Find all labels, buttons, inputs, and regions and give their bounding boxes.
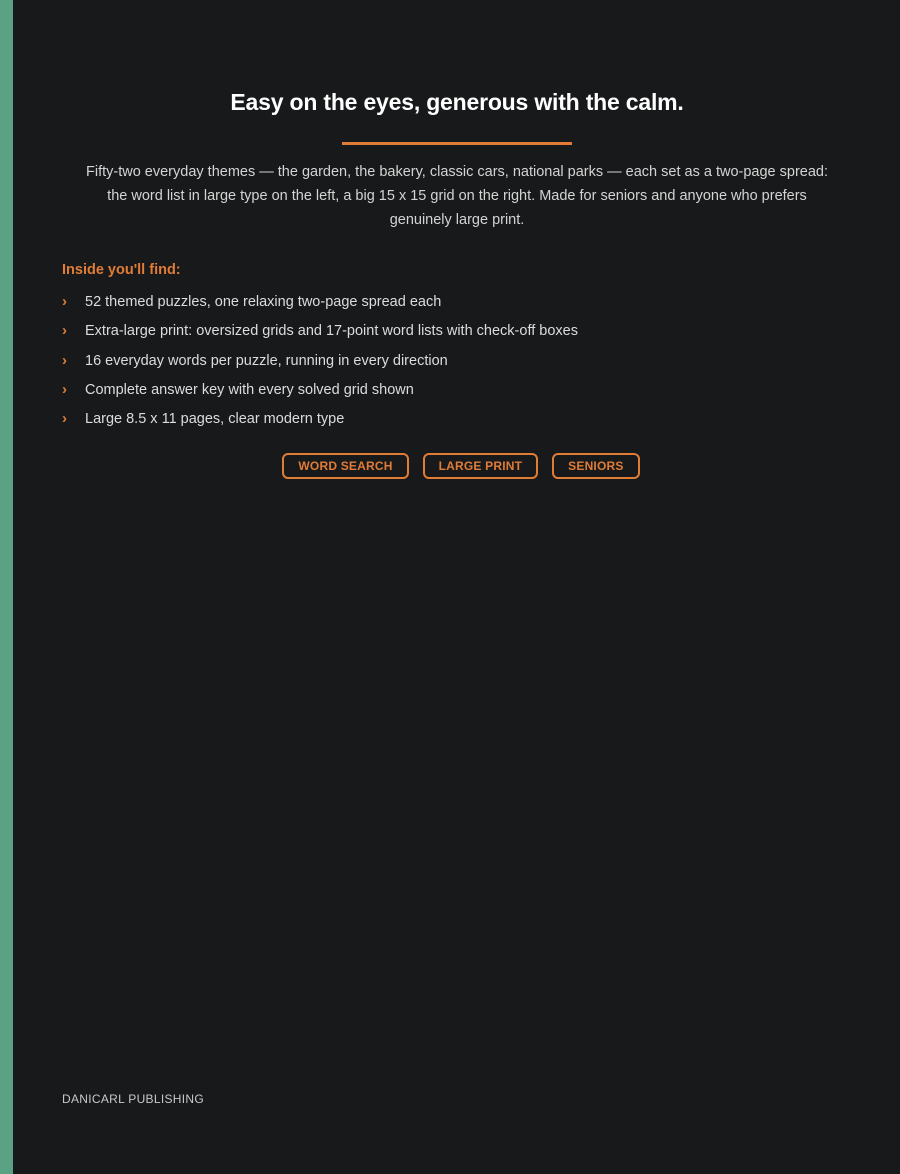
feature-item [62,349,578,378]
cover-spine-stripe [0,0,13,1174]
headline: Easy on the eyes, generous with the calm. [230,89,684,115]
tag-row [62,453,852,479]
chevron-right-icon: › [62,380,67,398]
intro-line-3: genuinely large print. [389,212,525,228]
tag-large-print: LARGE PRINT [423,453,539,479]
intro-line-2: the word list in large type on the left, a big 15 x 15 grid on the right. Made for seniors and anyone who prefers [107,188,807,204]
feature-item [62,290,578,319]
intro-line-1: Fifty-two everyday themes — the garden, the bakery, classic cars, national parks — each set as a two-page spread: [86,164,828,180]
feature-item [62,378,578,407]
feature-text: 52 themed puzzles, one relaxing two-page spread each [85,294,442,310]
publisher-name: DANICARL PUBLISHING [62,1092,204,1106]
feature-text: 16 everyday words per puzzle, running in every direction [85,352,448,369]
headline-divider [342,142,572,145]
feature-list [62,290,578,436]
inside-heading: Inside you'll find: [62,262,181,278]
feature-text: Extra-large print: oversized grids and 17-point word lists with check-off boxes [85,323,578,340]
feature-item [62,407,578,436]
chevron-right-icon: › [62,410,67,428]
intro-paragraph [62,160,852,232]
tag-seniors: SENIORS [552,453,639,479]
chevron-right-icon: › [62,351,67,369]
tag-word-search: WORD SEARCH [282,453,408,479]
feature-text: Large 8.5 x 11 pages, clear modern type [85,411,345,428]
feature-text: Complete answer key with every solved grid shown [85,381,414,398]
chevron-right-icon: › [62,322,67,340]
feature-item [62,319,578,348]
chevron-right-icon: › [62,293,67,310]
